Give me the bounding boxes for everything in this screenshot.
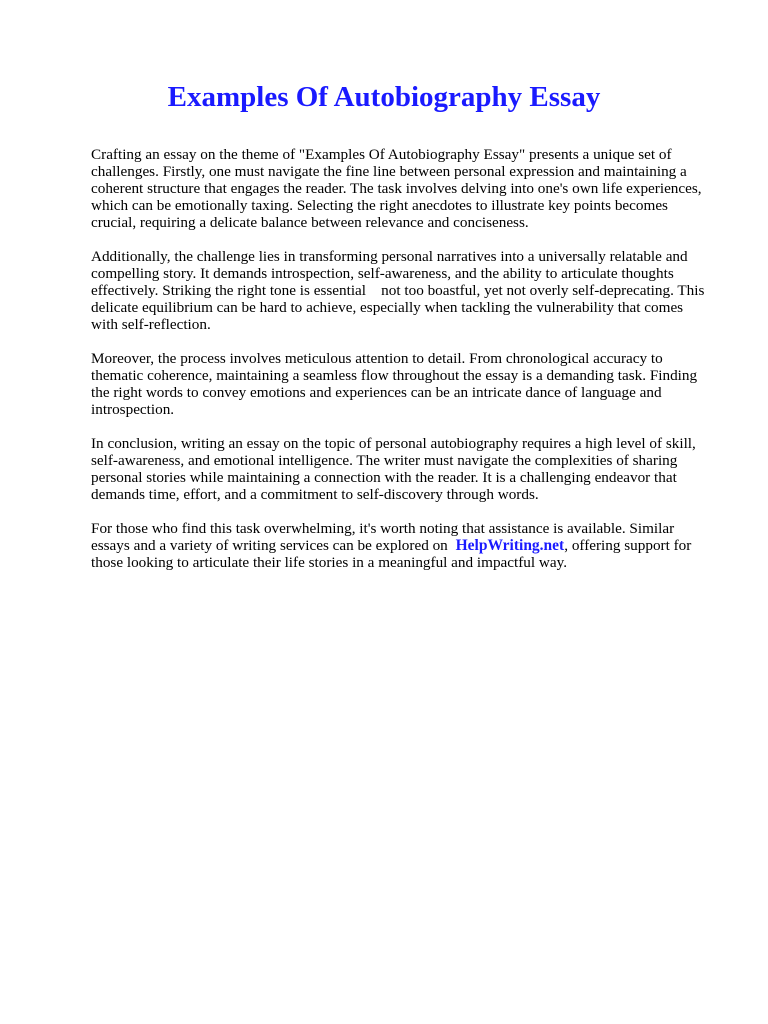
paragraph-5-text-before-link: For those who find this task overwhelming, it's worth noting that assistance is available. Similar essays and a variety of writing services can be explored on bbox=[91, 520, 675, 554]
paragraph-3: Moreover, the process involves meticulous attention to detail. From chronological accuracy to thematic coherence, maintaining a seamless flow throughout the essay is a demanding task. Finding the right words to convey emotions and experiences can be an intricate dance of language and introspection. bbox=[91, 350, 698, 418]
document-title: Examples Of Autobiography Essay bbox=[167, 81, 601, 113]
paragraph-5-text-after-link: , offering support for those looking to articulate their life stories in a meaningful and impactful way. bbox=[91, 537, 692, 571]
document-body bbox=[91, 146, 711, 588]
helpwriting-link[interactable]: HelpWriting.net bbox=[455, 537, 565, 554]
paragraph-1: Crafting an essay on the theme of "Examples Of Autobiography Essay" presents a unique set of challenges. Firstly, one must navigate the fine line between personal expression and maintaining a coherent structure that engages the reader. The task involves delving into one's own life experiences, which can be emotionally taxing. Selecting the right anecdotes to illustrate key points becomes crucial, requiring a delicate balance between relevance and conciseness. bbox=[91, 146, 702, 231]
paragraph-2: Additionally, the challenge lies in transforming personal narratives into a universally relatable and compelling story. It demands introspection, self-awareness, and the ability to articulate thoughts effectively. Striking the right tone is essential not too boastful, yet not overly self-deprecating. This delicate equilibrium can be hard to achieve, especially when tackling the vulnerability that comes with self-reflection. bbox=[91, 248, 705, 333]
paragraph-4: In conclusion, writing an essay on the topic of personal autobiography requires a high level of skill, self-awareness, and emotional intelligence. The writer must navigate the complexities of sharing personal stories while maintaining a connection with the reader. It is a challenging endeavor that demands time, effort, and a commitment to self-discovery through words. bbox=[91, 435, 696, 503]
paragraph-5 bbox=[91, 520, 711, 571]
